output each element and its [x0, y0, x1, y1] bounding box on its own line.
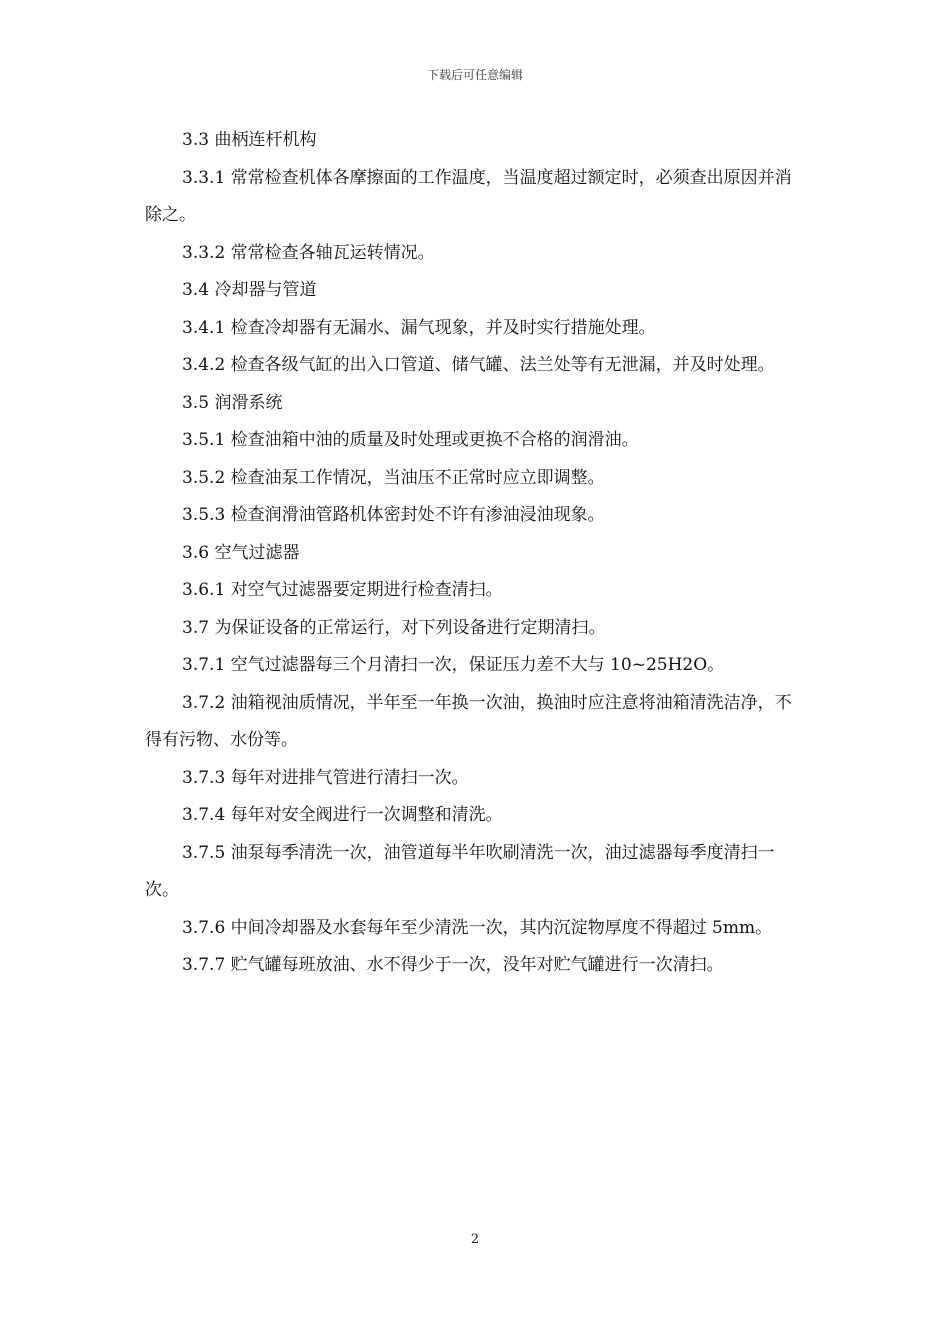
paragraph: 3.7.2 油箱视油质情况，半年至一年换一次油，换油时应注意将油箱清洗洁净，不得有污物、水份等。: [145, 692, 792, 750]
page-header: 下载后可任意编辑: [426, 68, 523, 82]
paragraph: 3.7 为保证设备的正常运行，对下列设备进行定期清扫。: [182, 617, 606, 638]
section-heading: 3.3 曲柄连杆机构: [182, 130, 317, 150]
paragraph: 3.4.2 检查各级气缸的出入口管道、储气罐、法兰处等有无泄漏，并及时处理。: [182, 355, 775, 375]
paragraph: 3.7.6 中间冷却器及水套每年至少清洗一次，其内沉淀物厚度不得超过 5mm。: [182, 917, 773, 938]
paragraph: 3.7.1 空气过滤器每三个月清扫一次，保证压力差不大与 10~25H2O。: [182, 655, 725, 675]
paragraph: 3.6.1 对空气过滤器要定期进行检查清扫。: [182, 580, 503, 600]
section-heading: 3.5 润滑系统: [182, 392, 283, 413]
page-number: 2: [470, 1232, 480, 1247]
paragraph: 3.7.5 油泵每季清洗一次，油管道每半年吹刷清洗一次，油过滤器每季度清扫一次。: [145, 842, 775, 900]
paragraph: 3.5.2 检查油泵工作情况，当油压不正常时应立即调整。: [182, 467, 605, 488]
paragraph: 3.7.4 每年对安全阀进行一次调整和清洗。: [182, 805, 503, 825]
paragraph: 3.7.3 每年对进排气管进行清扫一次。: [182, 767, 469, 788]
paragraph: 3.3.2 常常检查各轴瓦运转情况。: [182, 242, 435, 263]
section-heading: 3.4 冷却器与管道: [182, 280, 317, 300]
paragraph: 3.5.1 检查油箱中油的质量及时处理或更换不合格的润滑油。: [182, 430, 639, 450]
document-body: [145, 122, 807, 985]
paragraph: 3.5.3 检查润滑油管路机体密封处不许有渗油浸油现象。: [182, 505, 605, 525]
paragraph: 3.7.7 贮气罐每班放油、水不得少于一次，没年对贮气罐进行一次清扫。: [182, 955, 724, 975]
paragraph: 3.3.1 常常检查机体各摩擦面的工作温度，当温度超过额定时，必须查出原因并消除之。: [145, 167, 792, 225]
section-heading: 3.6 空气过滤器: [182, 542, 300, 563]
paragraph: 3.4.1 检查冷却器有无漏水、漏气现象，并及时实行措施处理。: [182, 317, 656, 338]
